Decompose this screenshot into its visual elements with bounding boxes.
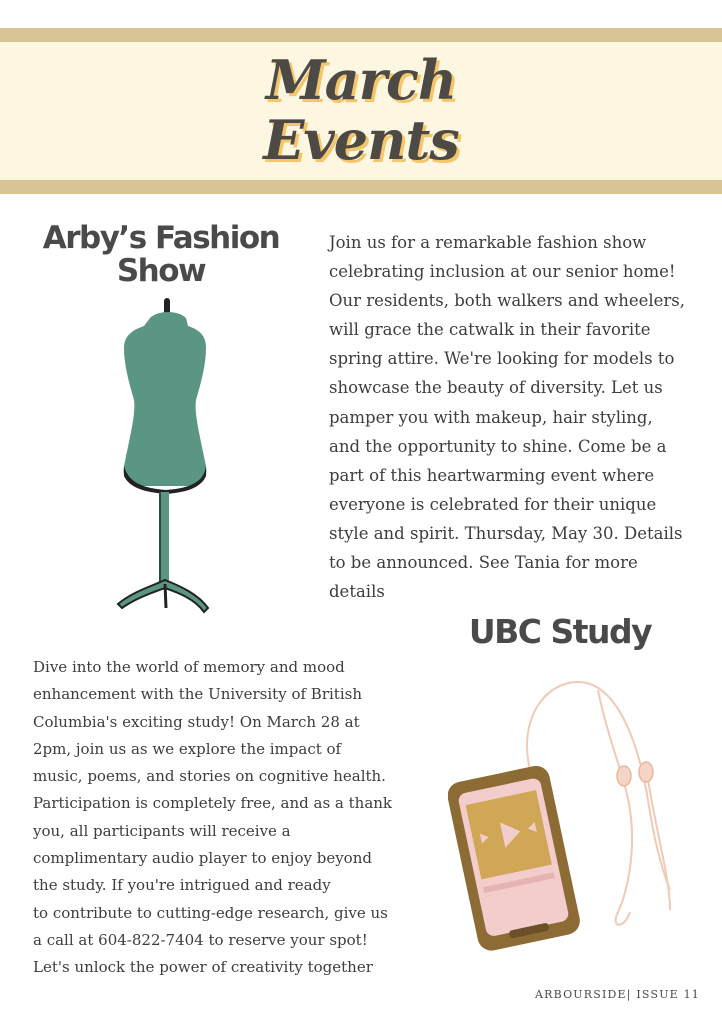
ubc-study-description: Dive into the world of memory and mood enhancement with the University of British Columbia's exciting study! On March 28 at 2pm, join us as we explore the impact of music, poems, and stories on cognitive health. Participation is completely free, and as a thank you, all participants will receive a complimentary audio player to enjoy beyond the study. If you're intrigued and ready to contribute to cutting-edge research, give us a call at 604-822-7404 to reserve your spot! Let's unlock the power of creativity together bbox=[33, 658, 393, 977]
footer-issue-label: ARBOURSIDE| ISSUE 11 bbox=[534, 988, 700, 1001]
dress-form-icon bbox=[108, 296, 218, 626]
audio-player-icon bbox=[448, 680, 678, 952]
banner-top-band bbox=[0, 28, 722, 42]
page-title-line2: Events bbox=[263, 108, 459, 172]
fashion-heading-line1: Arby’s Fashion bbox=[42, 220, 280, 256]
page-title-line1: March bbox=[265, 48, 457, 112]
fashion-show-description: Join us for a remarkable fashion show celebrating inclusion at our senior home! Our residents, both walkers and wheelers, will grace the catwalk in their favorite spring attire. We're looking for models to showcase the beauty of diversity. Let us pamper you with makeup, hair styling, and the opportunity to shine. Come be a part of this heartwarming event where everyone is celebrated for their unique style and spirit. Thursday, May 30. Details to be announced. See Tania for more details bbox=[329, 233, 686, 602]
ubc-study-heading: UBC Study bbox=[468, 612, 652, 651]
banner-bottom-band bbox=[0, 180, 722, 194]
fashion-heading-line2: Show bbox=[116, 253, 206, 289]
fashion-show-heading bbox=[30, 222, 292, 288]
